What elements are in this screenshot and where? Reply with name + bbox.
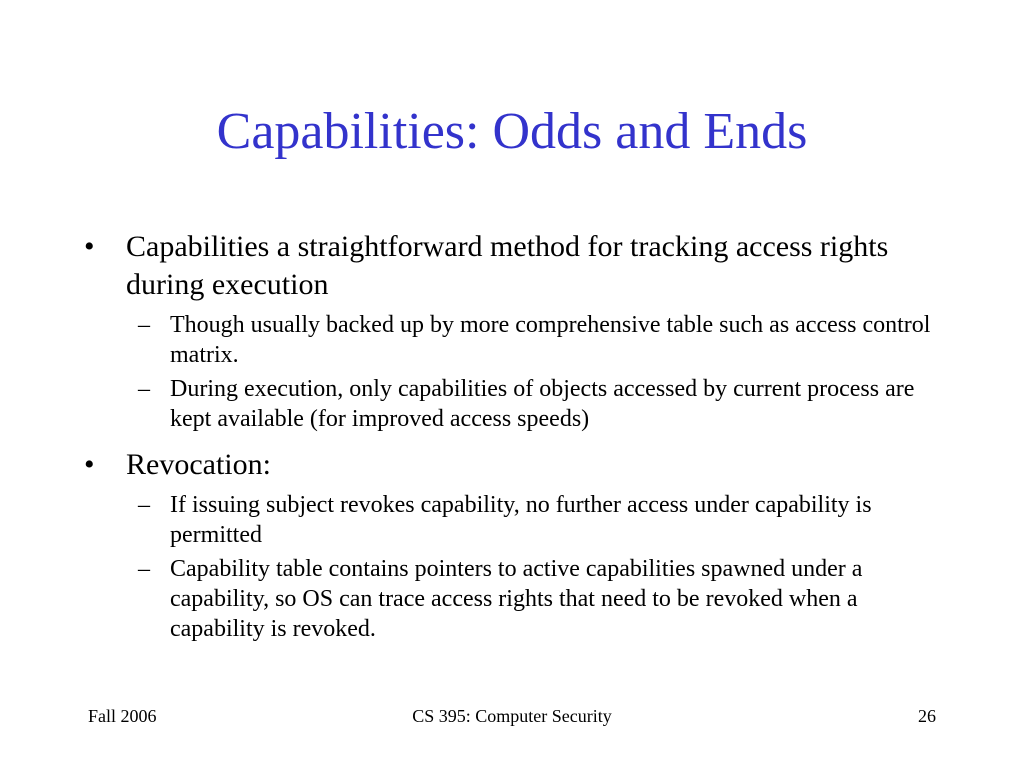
bullet-item (84, 228, 944, 304)
sub-bullet-text: Though usually backed up by more comprehensive table such as access control matrix. (170, 312, 931, 368)
dash-marker: – (138, 556, 150, 582)
dash-marker: – (138, 492, 150, 518)
sub-bullet-item (84, 310, 944, 370)
sub-bullet-item (84, 374, 944, 434)
footer-date: Fall 2006 (88, 706, 157, 726)
slide-title: Capabilities: Odds and Ends (216, 103, 808, 160)
sub-bullet-text: During execution, only capabilities of objects accessed by current process are kept available (for improved access speeds) (170, 376, 915, 432)
dash-marker: – (138, 312, 150, 338)
bullet-item (84, 446, 944, 484)
footer-page-number: 26 (918, 706, 936, 726)
bullet-text: Capabilities a straightforward method for tracking access rights during execution (126, 230, 889, 301)
bullet-marker: • (84, 230, 95, 263)
dash-marker: – (138, 376, 150, 402)
sub-bullet-item (84, 554, 944, 644)
bullet-marker: • (84, 448, 95, 481)
sub-bullet-item (84, 490, 944, 550)
bullet-text: Revocation: (126, 448, 271, 481)
slide-content (84, 228, 944, 644)
footer-course: CS 395: Computer Security (412, 706, 612, 726)
sub-bullet-text: If issuing subject revokes capability, no further access under capability is permitted (170, 492, 872, 548)
sub-bullet-list (84, 310, 944, 434)
sub-bullet-text: Capability table contains pointers to active capabilities spawned under a capability, so OS can trace access rights that need to be revoked when a capability is revoked. (170, 556, 863, 642)
sub-bullet-list (84, 490, 944, 644)
